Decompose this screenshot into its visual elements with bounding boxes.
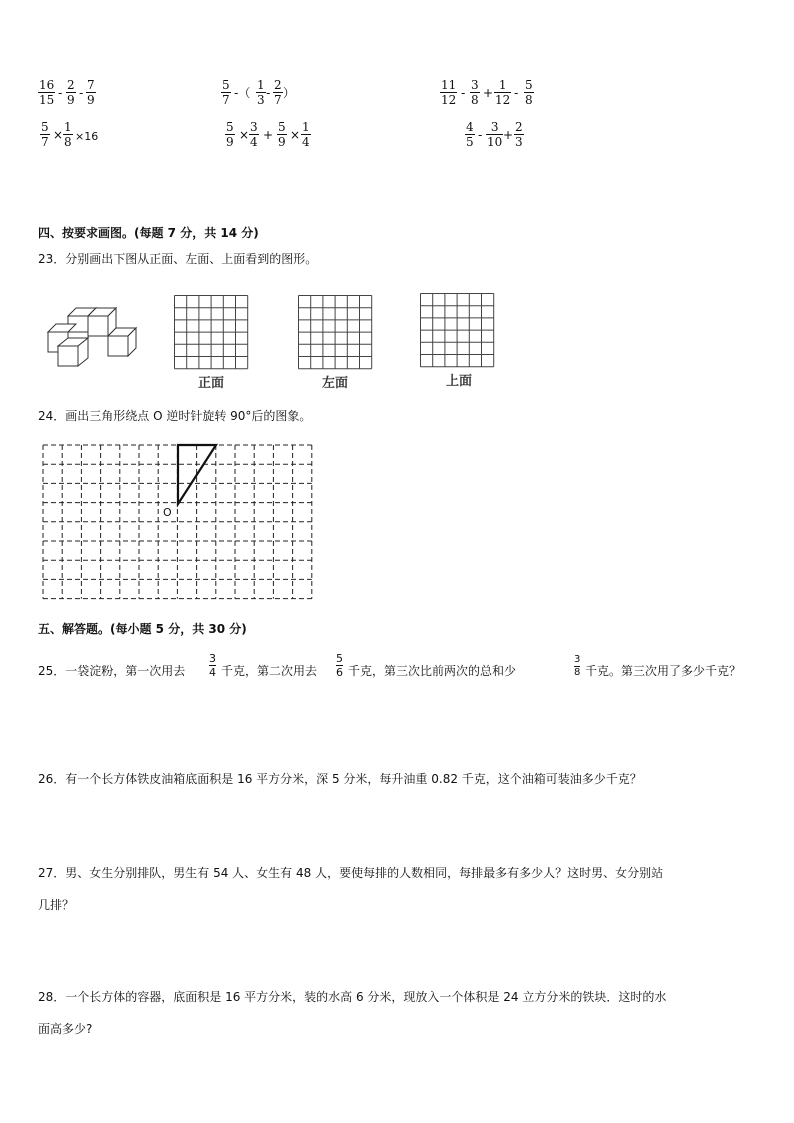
fraction: 3 8: [574, 654, 581, 678]
operator: ×16: [75, 130, 99, 143]
operator: ×: [290, 128, 301, 142]
fraction: [38, 78, 55, 107]
section-4-title: 四、按要求画图。(每题 7 分，共 14 分): [38, 226, 259, 240]
operator: -: [514, 86, 519, 100]
fraction: $\frac{7}{9}$: [87, 78, 95, 107]
operator: +: [263, 128, 274, 142]
fraction: $\frac{1}{8}$: [64, 120, 72, 149]
front-view-grid[interactable]: [174, 295, 250, 371]
question-28-line-1: 28．一个长方体的容器，底面积是 16 平方分米，装的水高 6 分米，现放入一个体积是 24 立方分米的铁块．这时的水: [38, 990, 667, 1004]
fraction: $\frac{5}{9}$: [278, 120, 286, 149]
top-view-grid[interactable]: [420, 293, 496, 369]
point-o-label: O: [163, 506, 172, 519]
operator: -: [58, 86, 63, 100]
operator: -（: [234, 86, 251, 100]
fraction: $\frac{4}{5}$: [466, 120, 474, 149]
cube-stack-figure: [42, 302, 142, 368]
operator: -: [478, 128, 483, 142]
fraction: $\frac{1}{4}$: [302, 120, 310, 149]
fraction: $\frac{3}{10}$: [487, 120, 503, 149]
question-26-text: 26．有一个长方体铁皮油箱底面积是 16 平方分米，深 5 分米，每升油重 0.82 千克，这个油箱可装油多少千克？: [38, 772, 642, 786]
fraction: $\frac{2}{7}$: [274, 78, 282, 107]
fraction: $\frac{5}{8}$: [525, 78, 533, 107]
fraction: $\frac{2}{3}$: [515, 120, 523, 149]
operator: ）: [283, 86, 296, 100]
rotation-grid[interactable]: [42, 443, 316, 603]
section-5-title: 五、解答题。(每小题 5 分，共 30 分): [38, 622, 247, 636]
left-view-label: 左面: [322, 376, 349, 391]
fraction: $\frac{5}{7}$: [222, 78, 230, 107]
question-27-line-2: 几排？: [38, 898, 75, 912]
left-view-grid[interactable]: [298, 295, 374, 371]
operator: +: [503, 128, 514, 142]
fraction: $\frac{11}{12}$: [441, 78, 457, 107]
fraction: $\frac{2}{9}$: [67, 78, 75, 107]
fraction: 5 6: [336, 652, 343, 679]
fraction: 3 4: [209, 652, 216, 679]
denominator: 15: [39, 93, 55, 107]
top-view-label: 上面: [446, 374, 473, 389]
question-28-line-2: 面高多少?: [38, 1022, 93, 1036]
front-view-label: 正面: [198, 376, 225, 391]
operator: ×: [239, 128, 250, 142]
operator: -: [461, 86, 466, 100]
question-24-text: 24．画出三角形绕点 O 逆时针旋转 90°后的图象。: [38, 409, 312, 423]
fraction: $\frac{5}{9}$: [226, 120, 234, 149]
operator: +: [483, 86, 494, 100]
numerator: 16: [39, 78, 55, 92]
operator: -: [79, 86, 84, 100]
fraction: $\frac{1}{12}$: [495, 78, 511, 107]
fraction: $\frac{5}{7}$: [41, 120, 49, 149]
operator: ×: [53, 128, 64, 142]
operator: -: [266, 86, 271, 100]
fraction: $\frac{1}{3}$: [257, 78, 265, 107]
question-27-line-1: 27．男、女生分别排队，男生有 54 人、女生有 48 人，要使每排的人数相同，每排最多有多少人？这时男、女分别站: [38, 866, 664, 880]
question-23-text: 23．分别画出下图从正面、左面、上面看到的图形。: [38, 252, 318, 266]
fraction: $\frac{3}{8}$: [471, 78, 479, 107]
fraction: $\frac{3}{4}$: [250, 120, 258, 149]
